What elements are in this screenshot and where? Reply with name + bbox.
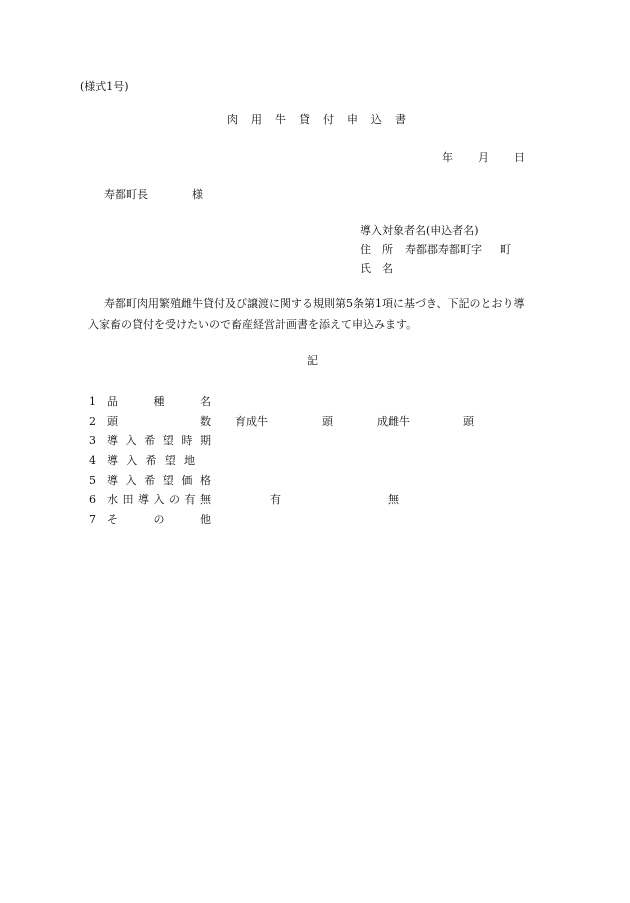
item-label [107, 475, 211, 486]
name-label: 氏 名 [360, 262, 393, 275]
extra-text: 頭 [463, 414, 474, 428]
addressee-name: 寿都町長 [104, 188, 148, 201]
label-char: 希 [144, 434, 156, 448]
list-item [89, 392, 474, 412]
list-item [89, 490, 474, 510]
item-label [107, 455, 195, 466]
extra-text: 育成牛 [235, 414, 268, 428]
label-char: 期 [199, 434, 211, 448]
label-char: 導 [107, 473, 118, 487]
label-char: 入 [125, 434, 137, 448]
label-char: 無 [200, 493, 211, 507]
title-char: 付 [323, 113, 334, 126]
label-char: 名 [200, 395, 211, 409]
label-char: そ [107, 512, 118, 526]
applicant-address-row [360, 244, 511, 263]
date-year: 年 [442, 151, 453, 164]
label-char: 希 [145, 454, 157, 468]
label-char: 望 [164, 454, 176, 468]
extra-text: 頭 [322, 414, 333, 428]
body-text [88, 293, 558, 335]
list-item [89, 412, 474, 432]
body-line-2: 入家畜の貸付を受けたいので畜産経営計画書を添えて申込みます。 [88, 318, 418, 331]
item-extras [211, 416, 474, 427]
title-char: 牛 [275, 113, 286, 126]
extra-text: 有 [270, 493, 281, 507]
list-item [89, 451, 474, 471]
label-char: 望 [162, 473, 174, 487]
applicant-name-row [360, 263, 511, 282]
items-list [89, 392, 474, 529]
addressee [104, 189, 203, 200]
label-char: 有 [184, 493, 196, 507]
form-number: (様式1号) [80, 80, 129, 93]
title-char: 用 [251, 113, 262, 126]
label-char: 入 [126, 454, 138, 468]
title-char: 肉 [227, 113, 238, 126]
label-char: 希 [144, 473, 156, 487]
label-char: 望 [162, 434, 174, 448]
label-char: の [169, 493, 180, 507]
title-char: 貸 [299, 113, 310, 126]
label-char: 水 [107, 493, 118, 507]
label-char: 入 [153, 493, 165, 507]
address-value: 寿都郡寿都町字 [405, 243, 482, 256]
label-char: 導 [107, 454, 118, 468]
date-month: 月 [478, 151, 489, 164]
address-suffix: 町 [500, 243, 511, 256]
item-label [107, 435, 211, 446]
addressee-honorific: 様 [192, 188, 203, 201]
item-number: 1 [89, 395, 96, 409]
item-label [107, 416, 211, 427]
item-label [107, 494, 211, 505]
label-char: 頭 [107, 414, 118, 428]
title-char: 込 [371, 113, 382, 126]
list-item [89, 470, 474, 490]
item-number: 5 [89, 473, 96, 487]
label-char: 導 [107, 434, 118, 448]
label-char: 田 [122, 493, 134, 507]
item-number: 7 [89, 512, 96, 526]
list-item [89, 510, 474, 530]
body-line-1: 寿都町肉用繁殖雌牛貸付及び譲渡に関する規則第5条第1項に基づき、下記のとおり導 [104, 297, 525, 310]
title-char: 申 [347, 113, 358, 126]
date-line [442, 152, 525, 163]
item-number: 2 [89, 414, 96, 428]
label-char: の [153, 512, 165, 526]
label-char: 種 [153, 395, 165, 409]
extra-text: 成雌牛 [377, 414, 410, 428]
item-label [107, 396, 211, 407]
title-char: 書 [395, 113, 406, 126]
ki-heading: 記 [307, 354, 318, 367]
label-char: 価 [181, 473, 193, 487]
applicant-heading: 導入対象者名(申込者名) [360, 224, 479, 237]
item-extras [211, 494, 399, 505]
list-item [89, 431, 474, 451]
label-char: 地 [184, 454, 195, 468]
document-title [227, 114, 419, 125]
extra-text: 無 [388, 493, 399, 507]
label-char: 入 [125, 473, 137, 487]
applicant-block [360, 225, 511, 282]
label-char: 数 [200, 414, 211, 428]
item-number: 4 [89, 454, 96, 468]
label-char: 時 [181, 434, 193, 448]
label-char: 導 [138, 493, 149, 507]
date-day: 日 [514, 151, 525, 164]
label-char: 格 [199, 473, 211, 487]
label-char: 他 [200, 512, 211, 526]
item-number: 3 [89, 434, 96, 448]
label-char: 品 [107, 395, 118, 409]
item-label [107, 514, 211, 525]
address-label: 住 所 [360, 243, 393, 256]
item-number: 6 [89, 493, 96, 507]
